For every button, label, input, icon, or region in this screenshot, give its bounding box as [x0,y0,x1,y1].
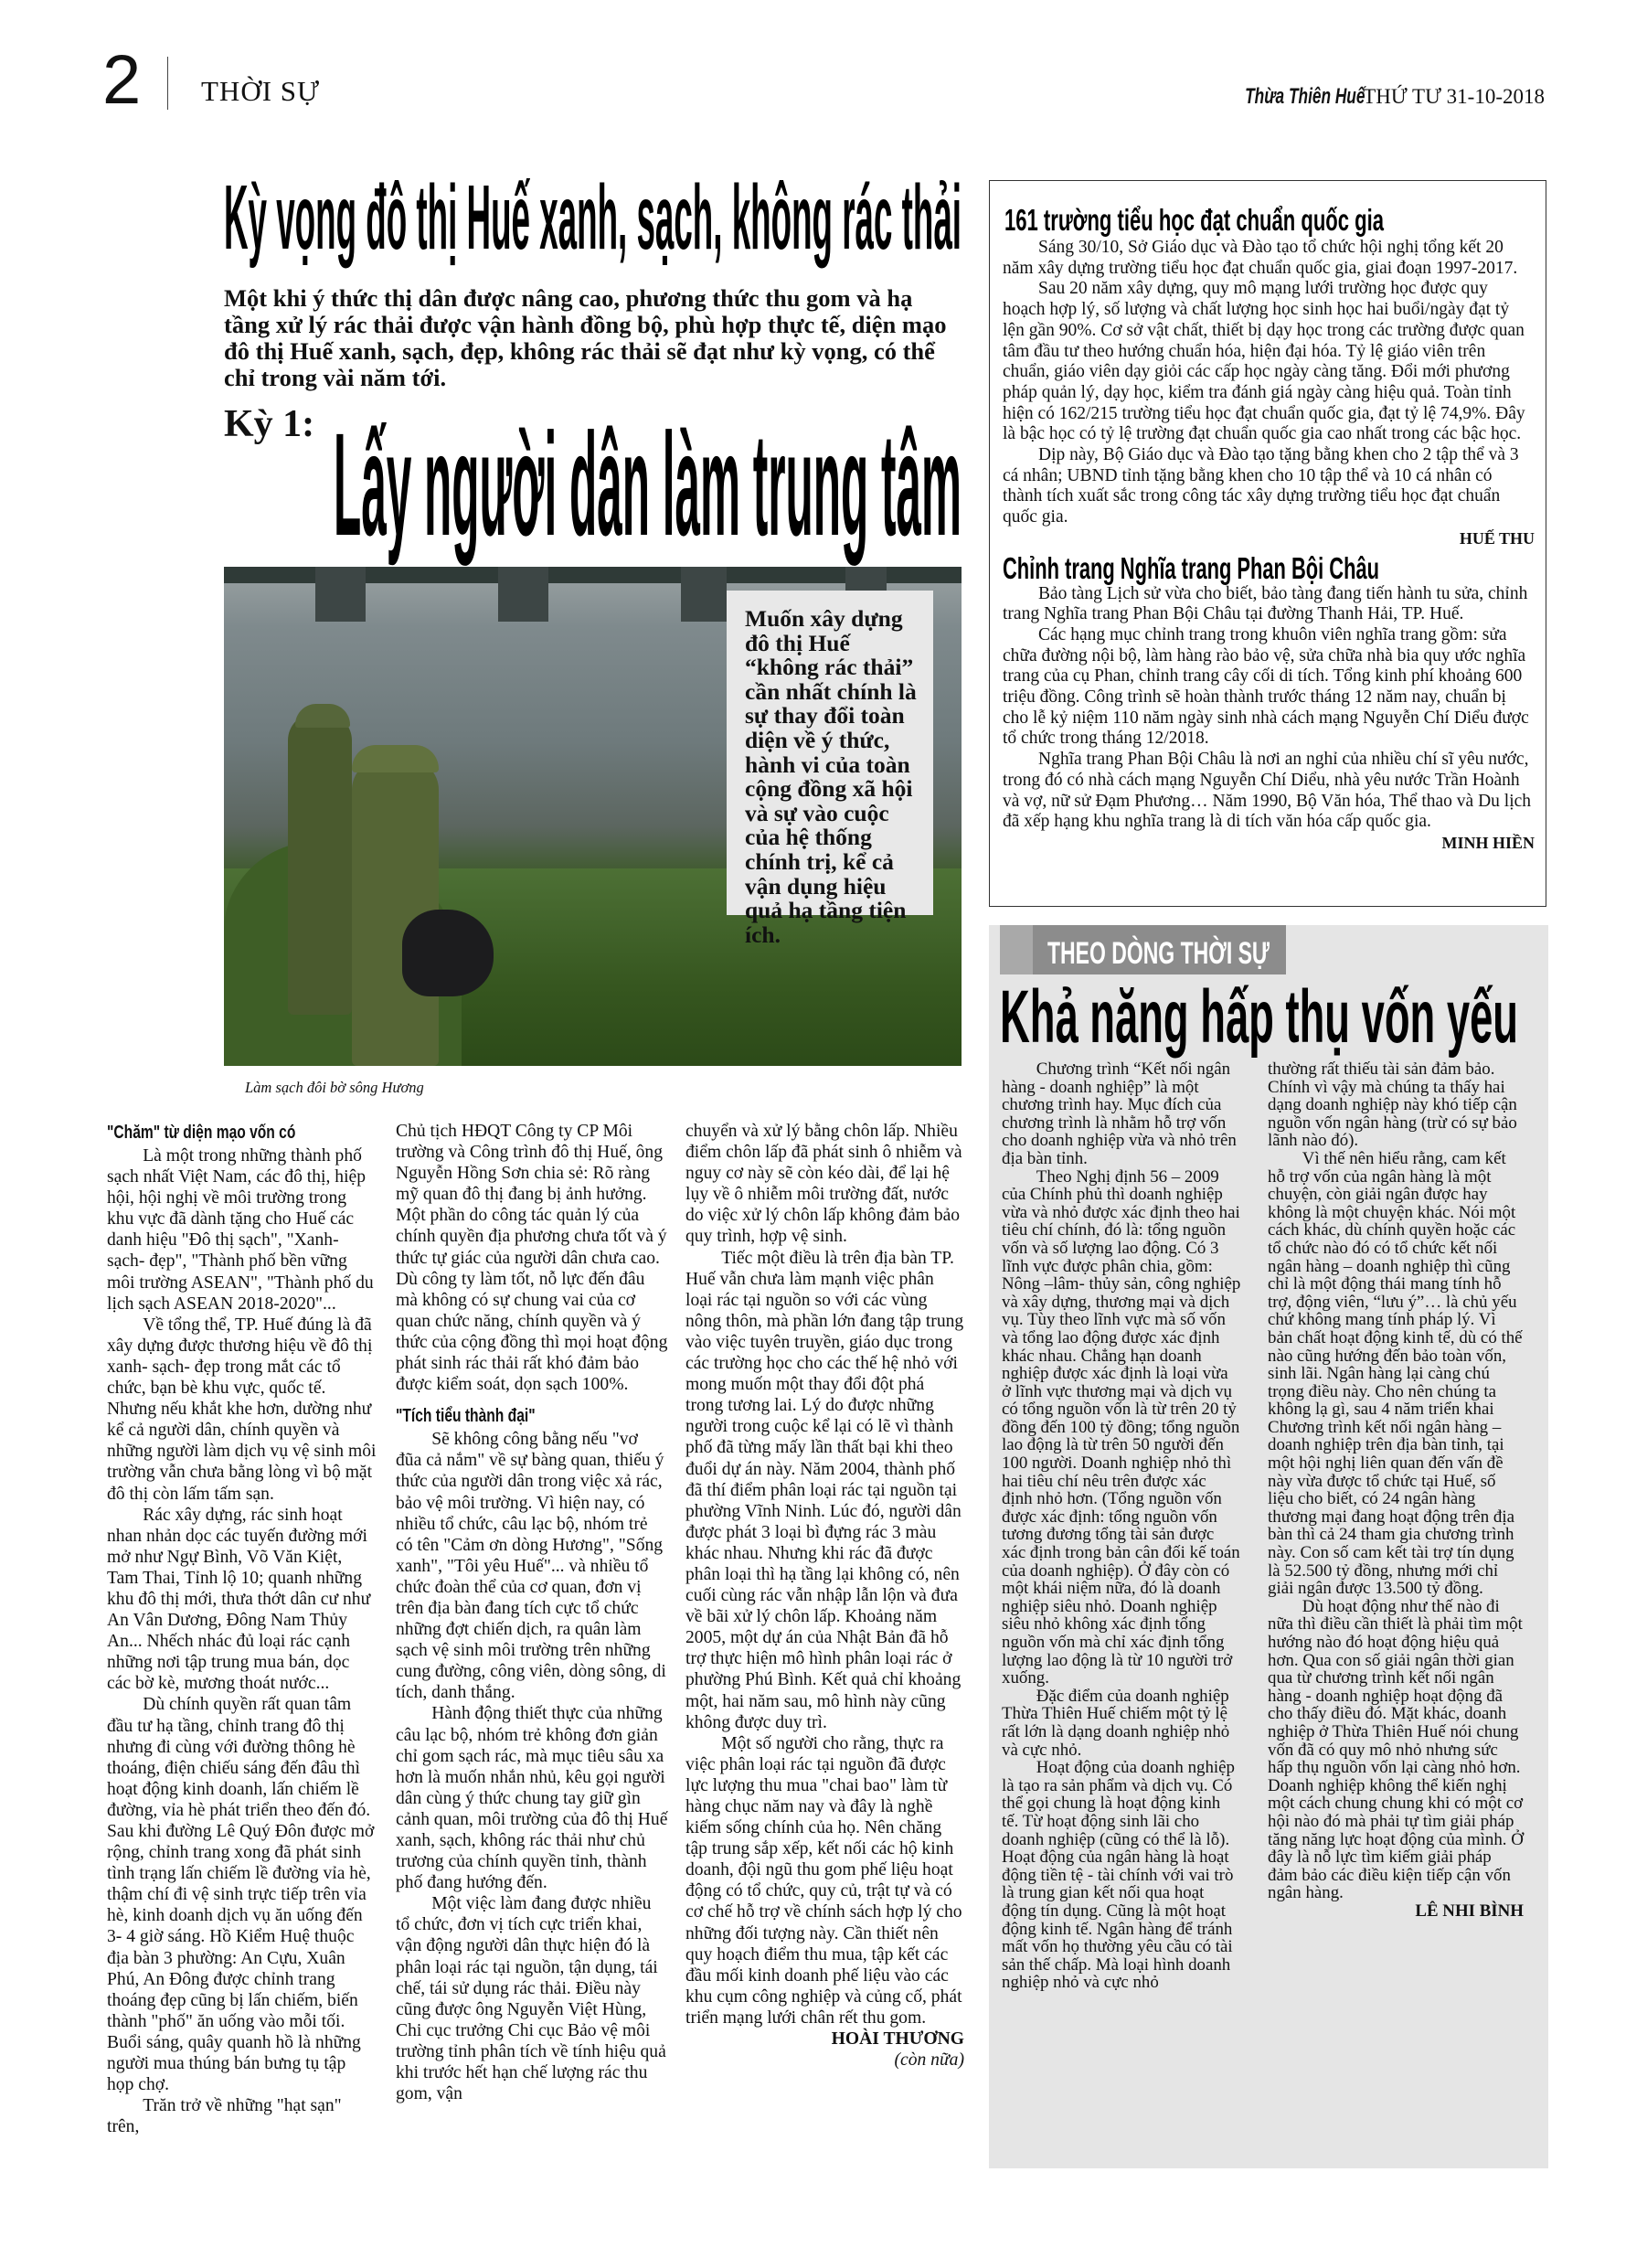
paragraph: Một số người cho rằng, thực ra việc phân loại rác tại nguồn đã được lực lượng thu mua "chai bao" làm từ hàng chục năm nay và đây là nghề kiếm sống chính của họ. Nên chăng tập trung sắp xếp, kết nối các hộ kinh doanh, đội ngũ thu gom phế liệu hoạt động có tổ chức, quy củ, trật tự và có cơ chế hỗ trợ về chính sách hợp lý cho những đối tượng này. Cần thiết nên quy hoạch điểm thu mua, tập kết các đầu mối kinh doanh phế liệu vào các khu cụm công nghiệp và củng cố, phát triển mạng lưới chân rết thu gom. [685,1733,962,2028]
brief-title-text: 161 trường tiểu học đạt chuẩn quốc gia [1004,203,1385,237]
paragraph: Dịp này, Bộ Giáo dục và Đào tạo tặng bằng khen cho 2 tập thể và 3 cá nhân; UBND tỉnh tặng bằng khen cho 10 tập thể và 10 cá nhân có thành tích xuất sắc trong công tác xây dựng trường tiểu học đạt chuẩn quốc gia. [1003,445,1519,527]
pull-quote: Muốn xây dựng đô thị Huế “không rác thải” cần nhất chính là sự thay đổi toàn diện về ý thức, hành vi của toàn cộng đồng xã hội và sự vào cuộc của hệ thống chính trị, kể cả vận dụng hiệu quả hạ tầng tiện ích. [727,591,933,915]
continued-note: (còn nữa) [894,2050,964,2071]
part-label: Kỳ 1: [224,403,315,445]
article-column-2 [396,1121,668,2172]
photo-caption: Làm sạch đôi bờ sông Hương [245,1079,424,1096]
commentary-title [1000,975,1539,1060]
paragraph: Đặc điểm của doanh nghiệp Thừa Thiên Huế chiếm một tỷ lệ rất lớn là dạng doanh nghiệp nhỏ và cực nhỏ. [1002,1686,1230,1760]
page-number: 2 [102,41,142,119]
subhead: "Chăm" từ diện mạo vốn có [107,1123,296,1143]
paragraph: chuyển và xử lý bằng chôn lấp. Nhiều điểm chôn lấp đã phát sinh ô nhiễm và nguy cơ này sẽ còn kéo dài, để lại hệ lụy về ô nhiễm môi trường đất, nước do việc xử lý chôn lấp không đảm bảo quy trình, hợp vệ sinh. [685,1122,962,1247]
author-byline: HUẾ THU [1459,528,1535,548]
brief-body [1003,238,1535,549]
paragraph: thường rất thiếu tài sản đảm bảo. Chính vì vậy mà chúng ta thấy hai dạng doanh nghiệp này khó tiếp cận nguồn vốn ngân hàng (trừ có sự bảo lãnh nào đó). [1268,1059,1517,1151]
part-title [334,393,964,566]
paragraph: Hành động thiết thực của những câu lạc bộ, nhóm trẻ không đơn giản chỉ gom sạch rác, mà mục tiêu sâu xa hơn là muốn nhắn nhủ, kêu gọi người dân cùng ý thức chung tay giữ gìn cảnh quan, môi trường của đô thị Huế xanh, sạch, không rác thải như chủ trương của chính quyền tỉnh, thành phố đang hướng đến. [396,1704,668,1893]
paragraph: Các hạng mục chỉnh trang trong khuôn viên nghĩa trang gồm: sửa chữa đường nội bộ, làm hàng rào bảo vệ, sửa chữa nhà bia quy ước nghĩa trang của cụ Phan, chỉnh trang cây cối di tích. Tổng kinh phí khoảng 600 triệu đồng. Công trình sẽ hoàn thành trước tháng 12 năm nay, chuẩn bị cho lễ kỷ niệm 110 năm ngày sinh nhà cách mạng Nguyễn Chí Diểu được tổ chức trong tháng 12/2018. [1003,624,1529,749]
paragraph: Sau 20 năm xây dựng, quy mô mạng lưới trường học được quy hoạch hợp lý, số lượng và chất lượng học sinh học hai buổi/ngày đạt tỷ lện gần 90%. Cơ sở vật chất, thiết bị dạy học trong các trường được quan tâm đầu tư theo hướng chuẩn hóa, hiện đại hóa. Tỷ lệ giáo viên trên chuẩn, giáo viên dạy giỏi các cấp học ngày càng tăng. Đổi mới phương pháp quản lý, dạy học, kiểm tra đánh giá ngày càng hiệu quả. Toàn tỉnh hiện có 162/215 trường tiểu học đạt chuẩn quốc gia, đạt tỷ lệ 74,9%. Đây là bậc học có tỷ lệ trường đạt chuẩn quốc gia cao nhất trong các bậc học. [1003,279,1525,444]
column-label-text [1047,932,1276,969]
article-column-3 [685,1121,964,2172]
label-accent [1000,925,1033,974]
paragraph: Sẽ không công bằng nếu "vơ đũa cả nắm" về sự bàng quan, thiếu ý thức của người dân trong việc xả rác, bảo vệ môi trường. Vì hiện nay, có nhiều tổ chức, câu lạc bộ, nhóm trẻ có tên "Cảm ơn dòng Hương", "Sống xanh", "Tôi yêu Huế"... và nhiều tổ chức đoàn thể của cơ quan, đơn vị trên địa bàn đang tích cực tổ chức những đợt chiến dịch, ra quân làm sạch vệ sinh môi trường trên những cung đường, công viên, dòng sông, di tích, danh thắng. [396,1430,666,1703]
column-label-word: THEO DÒNG THỜI SỰ [1047,936,1270,971]
commentary-title-text: Khả năng hấp thụ vốn yếu [1000,975,1518,1059]
commentary-column-2 [1268,1060,1524,1921]
article-title [224,166,964,269]
paragraph: Dù chính quyền rất quan tâm đầu tư hạ tầng, chỉnh trang đô thị nhưng đi cùng với đường thông hè thoáng, điện chiếu sáng đến đâu thì hoạt động kinh doanh, lấn chiếm lề đường, vỉa hè phát triển theo đến đó. Sau khi đường Lê Quý Đôn được mở rộng, chỉnh trang xong đã phát sinh tình trạng lấn chiếm lề đường vỉa hè, thậm chí đi vệ sinh trực tiếp trên vỉa hè, kinh doanh dịch vụ ăn uống đến 3- 4 giờ sáng. Hồ Kiểm Huệ thuộc địa bàn 3 phường: An Cựu, Xuân Phú, An Đông được chỉnh trang thoáng đẹp cũng bị lấn chiếm, biến thành "phố" ăn uống vào mỗi tối. Buổi sáng, quây quanh hồ là những người mua thúng bán bưng tụ tập họp chợ. [107,1695,375,2095]
author-byline: HOÀI THƯƠNG [831,2029,964,2050]
paragraph: Theo Nghị định 56 – 2009 của Chính phủ thì doanh nghiệp vừa và nhỏ được xác định theo hai tiêu chí chính, đó là: tổng nguồn vốn và số lượng lao động. Có 3 lĩnh vực được phân chia, gồm: Nông –lâm- thủy sản, công nghiệp và xây dựng, thương mại và dịch vụ. Tùy theo lĩnh vực mà số vốn và tổng lao động được xác định khác nhau. Chẳng hạn doanh nghiệp được xác định là loại vừa ở lĩnh vực thương mại và dịch vụ có tổng nguồn vốn là từ trên 20 tỷ đồng đến 100 tỷ đồng; tổng nguồn lao động là từ trên 50 người đến 100 người. Doanh nghiệp nhỏ thì hai tiêu chí nêu trên được xác định nhỏ hơn. (Tổng nguồn vốn được xác định: tổng nguồn vốn tương đương tổng tài sản được xác định trong bản cân đối kế toán của doanh nghiệp). Ở đây còn có một khái niệm nữa, đó là doanh nghiệp siêu nhỏ. Doanh nghiệp siêu nhỏ không xác định tổng nguồn vốn mà chỉ xác định tổng lượng lao động là từ 10 người trở xuống. [1002,1166,1241,1688]
paragraph: Dù hoạt động như thế nào đi nữa thì điều cần thiết là phải tìm một hướng nào đó hoạt động hiệu quả hơn. Qua con số giải ngân thời gian qua từ chương trình kết nối ngân hàng - doanh nghiệp hoạt động đã cho thấy điều đó. Mặt khác, doanh nghiệp ở Thừa Thiên Huế nói chung vốn đã có quy mô nhỏ nhưng sức hấp thụ nguồn vốn lại càng nhỏ hơn. Doanh nghiệp không thể kiến nghị một cách chung chung khi có một cơ hội nào đó mà phải tự tìm giải pháp tăng năng lực hoạt động của mình. Ở đây là nỗ lực tìm kiếm giải pháp đảm bảo các điều kiện tiếp cận vốn ngân hàng. [1268,1596,1524,1903]
garbage-bag [402,910,494,996]
paragraph: Trăn trở về những "hạt sạn" trên, [107,2096,342,2137]
paragraph: Nghĩa trang Phan Bội Châu là nơi an nghỉ của nhiều chí sĩ yêu nước, trong đó có nhà cách mạng Nguyễn Chí Diểu, nhà yêu nước Trần Hoành và vợ, nữ sử Đạm Phương… Năm 1990, Bộ Văn hóa, Thể thao và Du lịch đã xếp hạng khu nghĩa trang là di tích văn hóa cấp quốc gia. [1003,750,1532,832]
paragraph: Tiếc một điều là trên địa bàn TP. Huế vẫn chưa làm mạnh việc phân loại rác tại nguồn so với các vùng nông thôn, mà phần lớn đang tập trung vào việc tuyên truyền, giáo dục trong các trường học cho các thế hệ nhỏ với mong muốn một thay đổi đột phá trong tương lai. Lý do được những người trong cuộc kể lại có lẽ vì thành phố đã từng mấy lần thất bại khi theo đuổi dự án này. Năm 2004, thành phố đã thí điểm phân loại rác tại nguồn tại phường Vĩnh Ninh. Lúc đó, người dân được phát 3 loại bì đựng rác 3 màu khác nhau. Nhưng khi rác đã được phân loại thì hạ tầng lại không có, nên cuối cùng rác vẫn nhập lẫn lộn và đưa về bãi xử lý chôn lấp. Khoảng năm 2005, một dự án của Nhật Bản đã hỗ trợ thực hiện mô hình phân loại rác ở phường Phú Bình. Kết quả chỉ khoảng một, hai năm sau, mô hình này cũng không được duy trì. [685,1248,964,1732]
author-byline: MINH HIỀN [1441,833,1535,852]
brief-title [1003,194,1533,238]
column-label [1000,925,1286,974]
author-byline: LÊ NHI BÌNH [1415,1901,1524,1921]
brief-title-text: Chỉnh trang Nghĩa trang Phan Bội Châu [1003,550,1379,585]
paragraph: Về tổng thể, TP. Huế đúng là đã xây dựng được thương hiệu về đô thị xanh- sạch- đẹp trong mắt các tổ chức, bạn bè khu vực, quốc tế. Nhưng nếu khắt khe hơn, dường như kể cả người dân, chính quyền và những người làm dịch vụ vệ sinh môi trường vẫn chưa bằng lòng vì bộ mặt đô thị còn lấm tấm sạn. [107,1315,377,1504]
issue-date: THỨ TƯ 31-10-2018 [1363,85,1545,108]
brief-title [1003,549,1533,584]
paper-name: Thừa Thiên Huế [1245,84,1365,109]
paragraph: Vì thế nên hiểu rằng, cam kết hỗ trợ vốn của ngân hàng là một chuyện, còn giải ngân được hay không là một chuyện khác. Nói một cách khác, dù chính quyền hoặc các tổ chức nào đó có tổ chức kết nối ngân hàng – doanh nghiệp thì cũng chỉ là một động thái mang tính hỗ trợ, động viên, “lưu ý”… là chủ yếu chứ không mang tính pháp lý. Vì bản chất hoạt động kinh tế, dù có thế nào cũng hướng đến bảo toàn vốn, sinh lãi. Ngân hàng lại càng chú trọng điều này. Cho nên chúng ta không lạ gì, sau 4 năm triển khai Chương trình kết nối ngân hàng – doanh nghiệp trên địa bàn tỉnh, tại một hội nghị liên quan đến vấn đề này vừa được tổ chức tại Huế, số liệu cho biết, có 24 ngân hàng thương mại đang hoạt động trên địa bàn thì cả 24 tham gia chương trình này. Con số cam kết tài trợ tín dụng là 52.500 tỷ đồng, nhưng mới chỉ giải ngân được 13.500 tỷ đồng. [1268,1148,1523,1599]
paragraph: Bảo tàng Lịch sử vừa cho biết, bảo tàng đang tiến hành tu sửa, chỉnh trang Nghĩa trang Phan Bội Châu tại đường Thanh Hải, TP. Huế. [1003,583,1528,624]
masthead [1198,84,1545,110]
header-divider [167,57,168,110]
paragraph: Sáng 30/10, Sở Giáo dục và Đào tạo tổ chức hội nghị tổng kết 20 năm xây dựng trường tiểu học đạt chuẩn quốc gia, giai đoạn 1997-2017. [1003,238,1518,278]
soldier-figure [288,713,352,1015]
subhead: "Tích tiểu thành đại" [396,1406,536,1427]
paragraph: Hoạt động của doanh nghiệp là tạo ra sản phẩm và dịch vụ. Có thể gọi chung là hoạt động kinh tế. Từ hoạt động sinh lãi cho doanh nghiệp (cũng có thể là lỗ). Hoạt động của ngân hàng là hoạt động tiền tệ - tài chính với vai trò là trung gian kết nối qua hoạt động tín dụng. Cũng là một hoạt động kinh tế. Ngân hàng để tránh mất vốn họ thường yêu cầu có tài sản thế chấp. Mà loại hình doanh nghiệp nhỏ và cực nhỏ [1002,1758,1235,1993]
paragraph: Một việc làm đang được nhiều tổ chức, đơn vị tích cực triển khai, vận động người dân thực hiện đó là phân loại rác tại nguồn, tận dụng, tái chế, tái sử dụng rác thải. Điều này cũng được ông Nguyễn Việt Hùng, Chi cục trưởng Chi cục Bảo vệ môi trường tỉnh phân tích về tính hiệu quả khi trước hết hạn chế lượng rác thu gom, vận [396,1894,666,2104]
section-name: THỜI SỰ [201,75,321,107]
part-title-text: Lấy người dân làm trung tâm [334,402,962,566]
news-briefs-box [989,180,1546,907]
paragraph: Chủ tịch HĐQT Công ty CP Môi trường và Công trình đô thị Huế, ông Nguyễn Hồng Sơn chia sẻ: Rõ ràng mỹ quan đô thị đang bị ảnh hưởng. Một phần do công tác quản lý của chính quyền địa phương chưa tốt và ý thức tự giác của người dân chưa cao. Dù công ty làm tốt, nỗ lực đến đâu mà không có sự chung vai của cơ quan chức năng, chính quyền và ý thức của cộng đồng thì mọi hoạt động phát sinh rác thải rất khó đảm bảo được kiểm soát, dọn sạch 100%. [396,1122,668,1395]
commentary-box [989,925,1548,2168]
paragraph: Là một trong những thành phố sạch nhất Việt Nam, các đô thị, hiệp hội, hội nghị về môi trường trong khu vực đã dành tặng cho Huế các danh hiệu "Đô thị sạch", "Xanh- sạch- đẹp", "Thành phố bền vững môi trường ASEAN", "Thành phố du lịch sạch ASEAN 2018-2020"... [107,1146,374,1314]
article-deck: Một khi ý thức thị dân được nâng cao, phương thức thu gom và hạ tầng xử lý rác thải được vận hành đồng bộ, phù hợp thực tế, diện mạo đô thị Huế xanh, sạch, đẹp, không rác thải sẽ đạt như kỳ vọng, có thể chỉ trong vài năm tới. [224,284,947,391]
article-column-1 [107,1121,377,2172]
article-title-text: Kỳ vọng đô thị Huế xanh, sạch, không rác thải [224,166,962,269]
paragraph: Chương trình “Kết nối ngân hàng - doanh nghiệp” là một chương trình hay. Mục đích của chương trình là nhằm hỗ trợ vốn cho doanh nghiệp vừa và nhỏ trên địa bàn tỉnh. [1002,1059,1237,1168]
brief-body [1003,584,1535,854]
paragraph: Rác xây dựng, rác sinh hoạt nhan nhản dọc các tuyến đường mới mở như Ngự Bình, Võ Văn Kiệt, Tam Thai, Tỉnh lộ 10; quanh những khu đô thị mới, thưa thớt dân cư như An Vân Dương, Đông Nam Thủy An... Nhếch nhác đủ loại rác cạnh những nơi tập trung mua bán, dọc các bờ kè, mương thoát nước... [107,1505,371,1694]
commentary-column-1 [1002,1060,1241,1992]
